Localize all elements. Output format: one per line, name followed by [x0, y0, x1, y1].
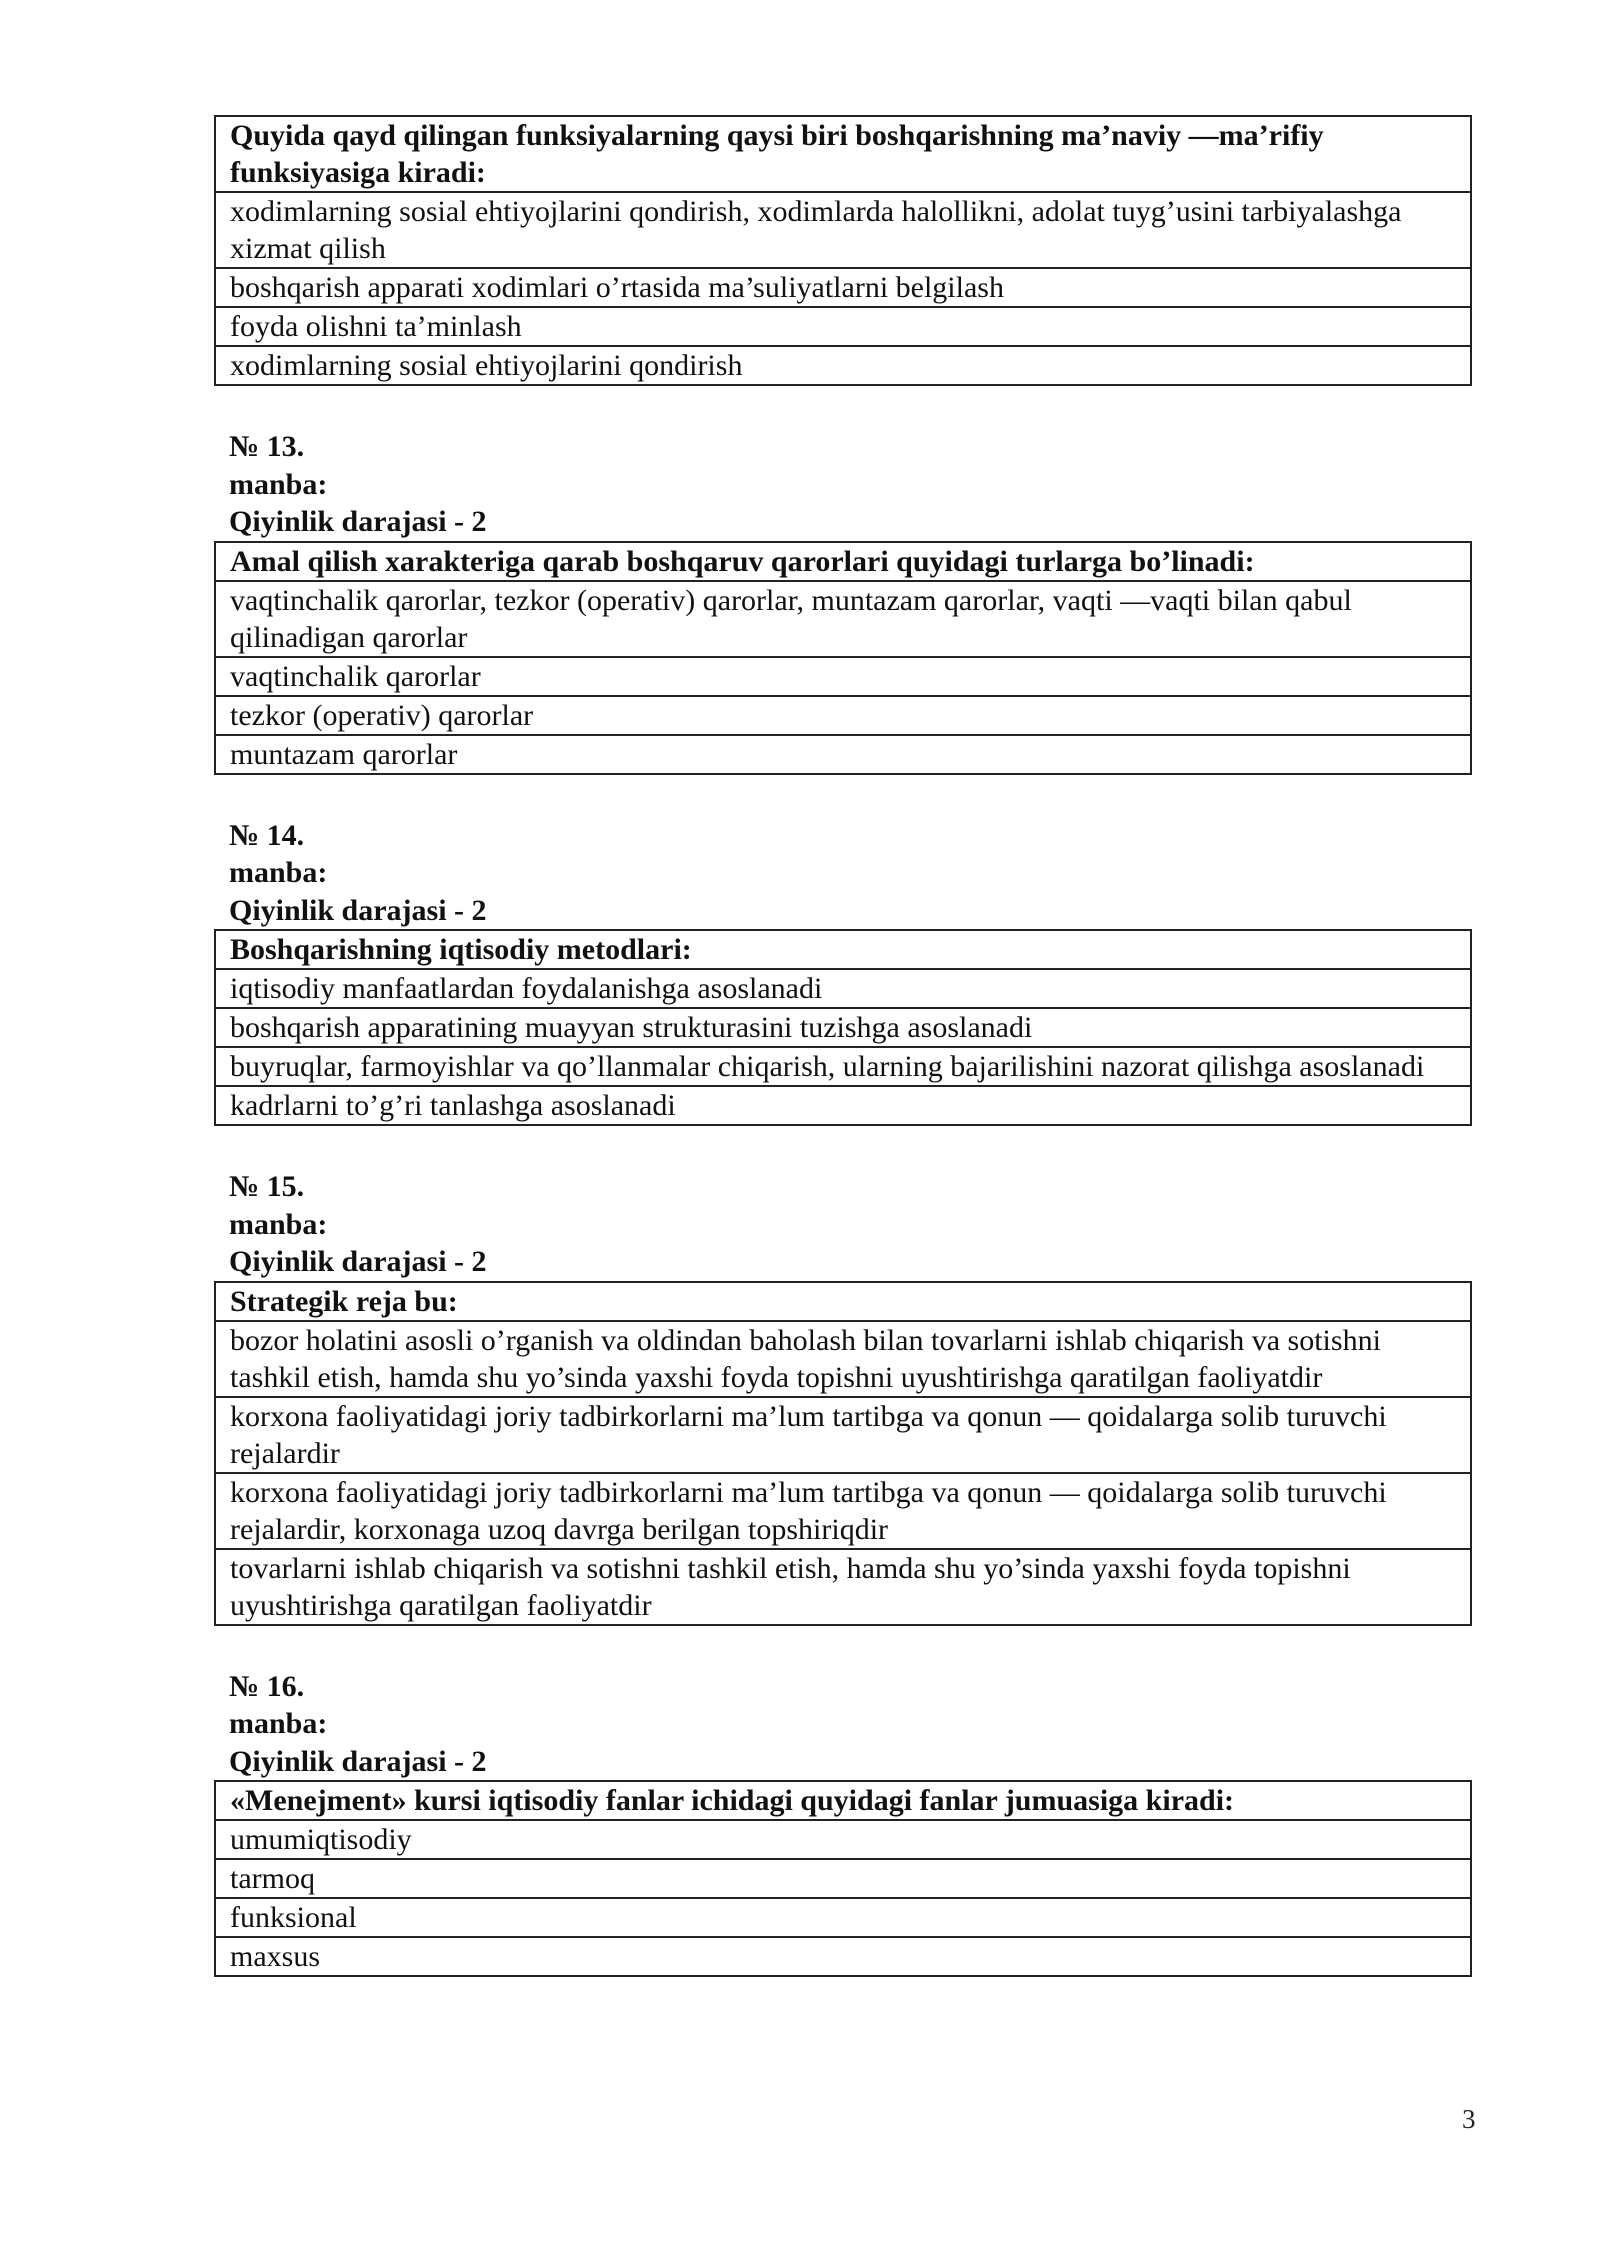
question-number: № 15. [229, 1170, 305, 1203]
answer-option: xodimlarning sosial ehtiyojlarini qondirish [215, 346, 1471, 385]
answer-option: vaqtinchalik qarorlar, tezkor (operativ) qarorlar, muntazam qarorlar, vaqti —vaqti bilan qabul qilinadigan qarorlar [215, 581, 1471, 657]
source-label: manba: [229, 467, 328, 501]
answer-option: kadrlarni to’g’ri tanlashga asoslanadi [215, 1086, 1471, 1125]
page-number: 3 [1462, 2104, 1476, 2134]
question-text: Quyida qayd qilingan funksiyalarning qaysi biri boshqarishning ma’naviy —ma’rifiy funksiyasiga kiradi: [215, 116, 1471, 192]
question-table [214, 541, 1472, 775]
answer-option: tezkor (operativ) qarorlar [215, 696, 1471, 735]
spacer [214, 775, 1472, 817]
question-block-16 [214, 1668, 1472, 1978]
question-text: Strategik reja bu: [215, 1282, 1471, 1321]
spacer [214, 386, 1472, 428]
answer-option: korxona faoliyatidagi joriy tadbirkorlarni ma’lum tartibga va qonun — qoidalarga solib turuvchi rejalardir, korxonaga uzoq davrga berilgan topshiriqdir [215, 1473, 1471, 1549]
question-text: Amal qilish xarakteriga qarab boshqaruv qarorlari quyidagi turlarga bo’linadi: [215, 542, 1471, 581]
answer-option: buyruqlar, farmoyishlar va qo’llanmalar chiqarish, ularning bajarilishini nazorat qilishga asoslanadi [215, 1047, 1471, 1086]
answer-option: maxsus [215, 1937, 1471, 1976]
answer-option: tovarlarni ishlab chiqarish va sotishni tashkil etish, hamda shu yo’sinda yaxshi foyda topishni uyushtirishga qaratilgan faoliyatdir [215, 1549, 1471, 1625]
spacer [214, 1626, 1472, 1668]
answer-option: korxona faoliyatidagi joriy tadbirkorlarni ma’lum tartibga va qonun — qoidalarga solib turuvchi rejalardir [215, 1397, 1471, 1473]
answer-option: iqtisodiy manfaatlardan foydalanishga asoslanadi [215, 969, 1471, 1008]
question-number: № 13. [229, 430, 305, 463]
question-block-12 [214, 115, 1472, 386]
answer-option: foyda olishni ta’minlash [215, 307, 1471, 346]
answer-option: xodimlarning sosial ehtiyojlarini qondirish, xodimlarda halollikni, adolat tuyg’usini tarbiyalashga xizmat qilish [215, 192, 1471, 268]
difficulty-label: Qiyinlik darajasi - 2 [229, 893, 487, 927]
question-block-13 [214, 428, 1472, 775]
source-label: manba: [229, 856, 328, 889]
difficulty-label: Qiyinlik darajasi - 2 [229, 1245, 487, 1278]
question-block-14 [214, 817, 1472, 1127]
source-label: manba: [229, 1207, 328, 1241]
difficulty-label: Qiyinlik darajasi - 2 [229, 505, 487, 538]
answer-option: boshqarish apparatining muayyan strukturasini tuzishga asoslanadi [215, 1008, 1471, 1047]
answer-option: boshqarish apparati xodimlari o’rtasida ma’suliyatlarni belgilash [215, 268, 1471, 307]
question-table [214, 929, 1472, 1126]
answer-option: muntazam qarorlar [215, 735, 1471, 774]
answer-option: umumiqtisodiy [215, 1820, 1471, 1859]
answer-option: bozor holatini asosli o’rganish va oldindan baholash bilan tovarlarni ishlab chiqarish va sotishni tashkil etish, hamda shu yo’sinda yaxshi foyda topishni uyushtirishga qaratilgan faoliyatdir [215, 1321, 1471, 1397]
question-text: «Menejment» kursi iqtisodiy fanlar ichidagi quyidagi fanlar jumuasiga kiradi: [215, 1781, 1471, 1820]
question-block-15 [214, 1168, 1472, 1626]
source-label: manba: [229, 1707, 328, 1740]
question-table [214, 115, 1472, 386]
question-number: № 14. [229, 818, 305, 852]
difficulty-label: Qiyinlik darajasi - 2 [229, 1744, 487, 1778]
answer-option: tarmoq [215, 1859, 1471, 1898]
question-table [214, 1780, 1472, 1977]
question-table [214, 1281, 1472, 1626]
question-number: № 16. [229, 1669, 305, 1703]
document-page [214, 115, 1472, 1977]
question-text: Boshqarishning iqtisodiy metodlari: [215, 930, 1471, 969]
answer-option: funksional [215, 1898, 1471, 1937]
answer-option: vaqtinchalik qarorlar [215, 657, 1471, 696]
spacer [214, 1126, 1472, 1168]
